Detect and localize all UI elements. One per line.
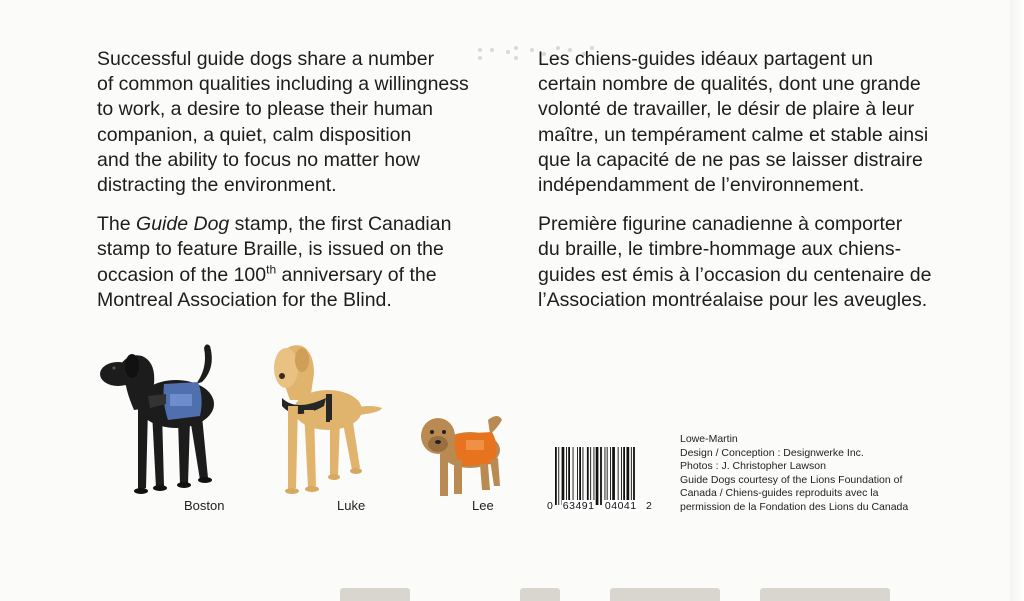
french-text-column [538,47,968,327]
credit-courtesy-line-2: Canada / Chiens-guides reproduits avec la [680,487,879,500]
barcode-bar [610,447,611,505]
barcode-group-2: 04041 [604,500,637,512]
barcode-bar [618,447,619,505]
black-labrador-icon [98,338,228,508]
credit-photos: Photos : J. Christopher Lawson [680,460,826,473]
barcode-bar [596,447,599,505]
credit-design: Design / Conception : Designwerke Inc. [680,446,864,459]
french-paragraph-qualities: Les chiens-guides idéaux partagent un certain nombre de qualités, dont une grande volonté de travailler, le désir de plaire à leur maître, un tempérament calme et stable ainsi que la capacité de ne pas se laisser distraire indépendamment de l’environnement. [538,48,929,197]
credit-printer: Lowe-Martin [680,433,738,445]
barcode-bar [558,447,559,505]
barcode-bar [566,447,567,505]
barcode-bar [621,447,622,505]
english-paragraph-qualities: Successful guide dogs share a number of common qualities including a willingness to work, a desire to please their human companion, a quiet, calm disposition and the ability to focus no matter how distracting the environment. [97,48,469,197]
barcode-digits [546,500,653,512]
torn-edge [340,588,410,601]
english-text-column [97,47,517,327]
barcode-check-digit: 2 [646,500,653,512]
barcode-left-digit: 0 [547,500,554,512]
ordinal-suffix: th [266,262,277,277]
barcode-bar [600,447,602,505]
credit-courtesy-line-3: permission de la Fondation des Lions du Canada [680,500,909,513]
barcode-bar [607,447,608,505]
barcode-bar [555,447,557,505]
barcode-bar [587,447,589,505]
text-fragment: anniversary of the Montreal Association for the Blind. [97,263,437,311]
barcode-bar [579,447,581,505]
dog-name-luke: Luke [337,498,366,513]
torn-edge [610,588,720,601]
dog-name-boston: Boston [184,498,225,513]
yellow-labrador-icon [266,338,386,503]
barcode-bar [631,447,632,505]
stamp-title-italic: Guide Dog [136,213,230,236]
text-fragment: The [97,213,137,236]
barcode-bar [623,447,625,505]
dog-name-lee: Lee [472,498,494,513]
barcode-bar [568,447,570,505]
small-terrier-icon [418,410,508,505]
credit-courtesy-line-1: Guide Dogs courtesy of the Lions Foundation of [680,473,903,486]
production-credits [680,433,908,515]
text-fragment: stamp, the first Canadian stamp to feature Braille, is issued on the occasion of the 100 [97,213,452,286]
barcode-bar [627,447,630,505]
barcode-bar [612,447,615,505]
braille-dot [530,48,534,52]
barcode-bar [562,447,565,505]
barcode-bar [594,447,595,505]
barcode-bar [605,447,606,505]
torn-edge [760,588,890,601]
paper-edge [1010,0,1024,601]
torn-edge [520,588,560,601]
barcode-bar [633,447,635,505]
barcode-bar [583,447,584,505]
english-paragraph-stamp [97,212,517,313]
french-paragraph-stamp: Première figurine canadienne à comporter du braille, le timbre-hommage aux chiens- guides est émis à l’occasion du centenaire de l’Association montréalaise pour les aveugles. [538,213,932,311]
barcode-bar [590,447,591,505]
barcode-bar [573,447,574,505]
barcode-group-1: 63491 [562,500,595,512]
barcode-bar [577,447,578,505]
